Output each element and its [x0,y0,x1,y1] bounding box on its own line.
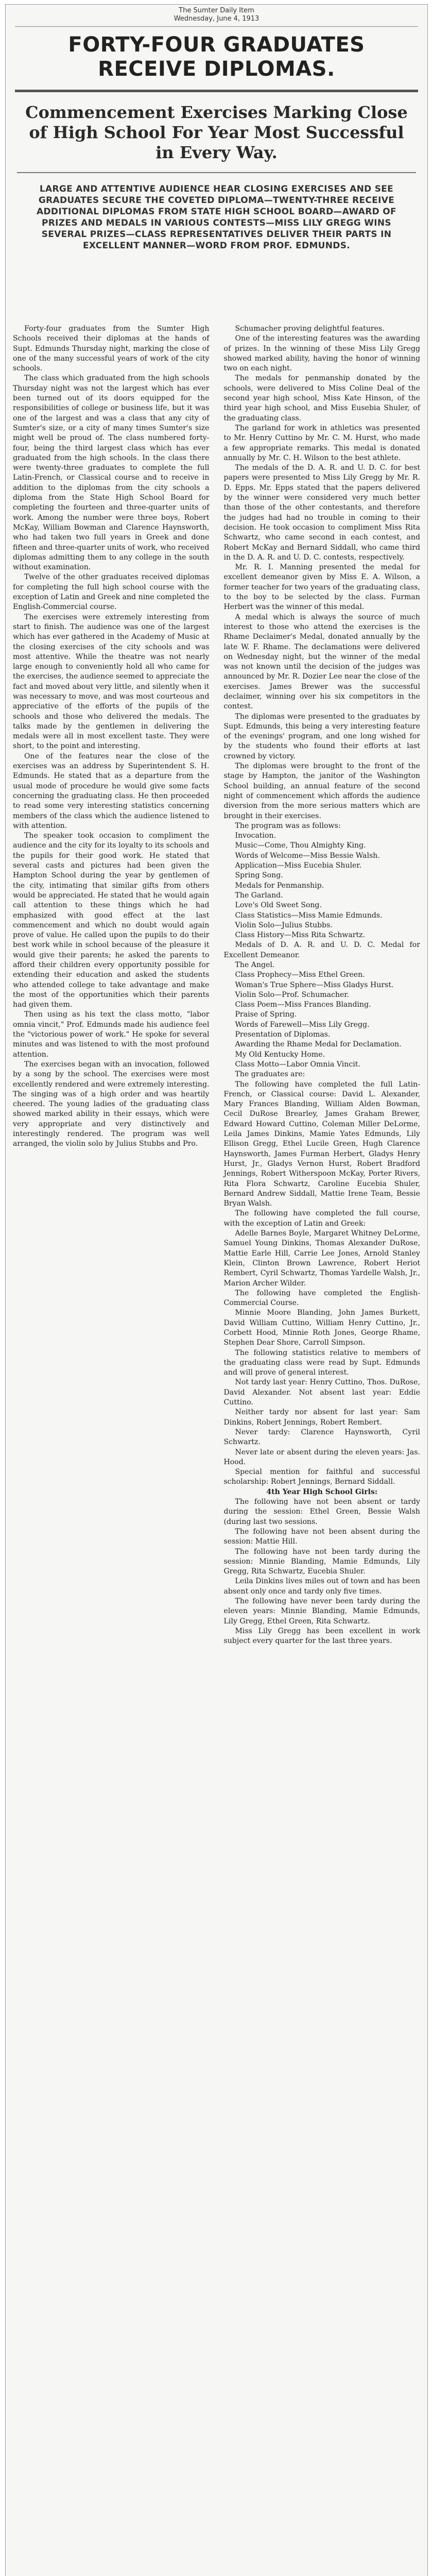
article-paragraph: Invocation. [235,832,276,840]
masthead-rule [15,26,418,27]
article-paragraph: Love's Old Sweet Song. [235,901,322,910]
article-paragraph: Medals for Penmanship. [235,881,324,890]
article-paragraph: The medals for penmanship donated by the schools, were delivered to Miss Coline Deal of the second year high school, Miss Kate Hinson, of the third year high school, and Miss Eusebia Shuler, of the graduating class. [223,374,420,422]
article-paragraph: The garland for work in athletics was presented to Mr. Henry Cuttino by Mr. C. M. Hurst, who made a few appropriate remarks. This medal is donated annually by Mr. C. H. Wilson to the best athlete. [223,423,420,462]
article-paragraph: The following have not been absent during the session: Mattie Hill. [223,1527,420,1546]
article-paragraph: Class Prophecy—Miss Ethel Green. [235,971,365,979]
article-subheadline: Commencement Exercises Marking Close of High School For Year Most Successful in Every Way. [25,103,408,162]
column-left [13,324,210,2576]
article-paragraph: Not tardy last year: Henry Cuttino, Thos. DuRose, David Alexander. Not absent last year: Eddie Cuttino. [223,1378,420,1407]
masthead [6,5,427,23]
article-paragraph: Then using as his text the class motto, "labor omnia vincit," Prof. Edmunds made his audience feel the "victorious power of work." He spoke for several minutes and was listened to with the most profound attention. [13,1010,210,1059]
article-paragraph: The diplomas were brought to the front of the stage by Hampton, the janitor of the Washington School building, an annual feature of the second night of commencement which affords the audience diversion from the more serious matters which are brought in their exercises. [223,762,420,820]
article-paragraph: Awarding the Rhame Medal for Declamation. [235,1040,402,1049]
article-paragraph: Adelle Barnes Boyle, Margaret Whitney DeLorme, Samuel Young Dinkins, Thomas Alexander DuRose, Mattie Earle Hill, Carrie Lee Jones, Arnold Stanley Klein, Clinton Brown Lawrence, Robert Heriot Rembert, Cyril Schwartz, Thomas Yardelle Walsh, Jr., Marion Archer Wilder. [223,1229,420,1287]
publication-date: Wednesday, June 4, 1913 [174,15,259,23]
article-paragraph: The graduates are: [235,1070,305,1079]
article-paragraph: Praise of Spring. [235,1010,297,1019]
article-paragraph: The following have completed the full Latin-French, or Classical course: David L. Alexander, Mary Frances Blanding, William Alden Bowman, Cecil DuRose Brearley, James Graham Brewer, Edward Howard Cuttino, Coleman Miller DeLorme, Leila James Dinkins, Mamie Yates Edmunds, Lily Ellison Gregg, Ethel Lucile Green, Hugh Clarence Haynsworth, James Furman Herbert, Gladys Henry Hurst, Jr., Gladys Vernon Hurst, Robert Bradford Jennings, Robert Witherspoon McKay, Porter Rivers, Rita Flora Schwartz, Caroline Eucebia Shuler, Bernard Andrew Siddall, Mattie Irene Team, Bessie Bryan Walsh. [223,1080,420,1208]
article-paragraph: Never tardy: Clarence Haynsworth, Cyril Schwartz. [223,1428,420,1447]
article-paragraph: Mr. R. I. Manning presented the medal for excellent demeanor given by Miss E. A. Wilson, a former teacher for two years of the graduating class, to the boy to be selected by the class. Furman Herbert was the winner of this medal. [223,563,420,612]
article-paragraph: Medals of D. A. R. and U. D. C. Medal for Excellent Demeanor. [223,941,420,959]
article-paragraph: The following have not been tardy during the session: Minnie Blanding, Mamie Edmunds, Lily Gregg, Rita Schwartz, Eucebia Shuler. [223,1547,420,1576]
article-paragraph: Forty-four graduates from the Sumter High Schools received their diplomas at the hands of Supt. Edmunds Thursday night, marking the close of one of the many successful years of work of the city schools. [13,325,210,373]
article-paragraph: Minnie Moore Blanding, John James Burkett, David William Cuttino, William Henry Cuttino, Jr., Corbett Hood, Minnie Roth Jones, George Rhame, Stephen Dear Shore, Carroll Simpson. [223,1309,420,1347]
article-paragraph: My Old Kentucky Home. [235,1050,325,1059]
article-paragraph: The following statistics relative to members of the graduating class were read by Supt. Edmunds and will prove of general interest. [223,1348,420,1377]
article-paragraph: A medal which is always the source of much interest to those who attend the exercises is the Rhame Declaimer's Medal, donated annually by the late W. F. Rhame. The declamations were delivered on Wednesday night, but the winner of the medal was not known until the decision of the judges was announced by Mr. R. Dozier Lee near the close of the exercises. James Brewer was the successful declaimer, winning over his six competitors in the contest. [223,613,420,711]
article-paragraph: Schumacher proving delightful features. [235,325,385,333]
article-paragraph: Woman's True Sphere—Miss Gladys Hurst. [235,980,394,989]
article-paragraph: Miss Lily Gregg has been excellent in work subject every quarter for the last three years. [223,1626,420,1646]
article-paragraph: Class Motto—Labor Omnia Vincit. [235,1060,360,1069]
article-paragraph: Neither tardy nor absent for last year: Sam Dinkins, Robert Jennings, Robert Rembert. [223,1408,420,1427]
article-paragraph: Class Poem—Miss Frances Blanding. [235,1001,371,1009]
article-paragraph: Words of Farewell—Miss Lily Gregg. [235,1020,370,1029]
article-paragraph: Class History—Miss Rita Schwartz. [235,931,366,940]
article-paragraph: Music—Come, Thou Almighty King. [235,841,366,850]
subheadline-rule [17,172,416,173]
article-paragraph: Violin Solo—Julius Stubbs. [235,921,333,929]
article-paragraph: Twelve of the other graduates received diplomas for completing the full high school course with the exception of Latin and Greek and nine completed the English-Commercial course. [13,573,210,612]
article-paragraph: Words of Welcome—Miss Bessie Walsh. [235,851,380,860]
article-paragraph: Special mention for faithful and successful scholarship: Robert Jennings, Bernard Siddall. [223,1468,420,1486]
article-paragraph: The exercises were extremely interesting from start to finish. The audience was one of the largest which has ever gathered in the Academy of Music at the closing exercises of the city schools and was most attentive. While the theatre was not nearly large enough to conveniently hold all who came for the exercises, the audience seemed to appreciate the fact and moved about very little, and silently when it was necessary to move, and was most courteous and appreciative of the efforts of the pupils of the schools and those who delivered the medals. The talks made by the gentlemen in delivering the medals were all in most excellent taste. They were short, to the point and interesting. [13,613,210,751]
article-paragraph: The Angel. [235,961,275,969]
article-paragraph: The following have completed the English-Commercial Course. [223,1289,420,1308]
article-deck: LARGE AND ATTENTIVE AUDIENCE HEAR CLOSING EXERCISES AND SEE GRADUATES SECURE THE COVETED DIPLOMA—TWENTY-THREE RECEIVE ADDITIONAL DIPLOMAS FROM STATE HIGH SCHOOL BOARD—AWARD OF PRIZES AND MEDALS IN VARIOUS CONTESTS—MISS LILY GREGG WINS SEVERAL PRIZES—CLASS REPRESENTATIVES DELIVER THEIR PARTS IN EXCELLENT MANNER—WORD FROM PROF. EDMUNDS. [37,184,396,251]
article-paragraph: One of the features near the close of the exercises was an address by Superintendent S. H. Edmunds. He stated that as a departure from the usual mode of procedure he would give some facts concerning the graduating class. He then proceeded to read some very interesting statistics concerning members of the class which the audience listened to with attention. [13,752,210,830]
article-paragraph: One of the interesting features was the awarding of prizes. In the winning of these Miss Lily Gregg showed marked ability, having the honor of winning two on each night. [223,334,420,373]
article-paragraph: Class Statistics—Miss Mamie Edmunds. [235,911,383,920]
article-paragraph: Leila Dinkins lives miles out of town and has been absent only once and tardy only five times. [223,1577,420,1596]
article-paragraph: Violin Solo—Prof. Schumacher. [235,990,350,999]
article-paragraph: The medals of the D. A. R. and U. D. C. for best papers were presented to Miss Lily Gregg by Mr. R. D. Epps. Mr. Epps stated that the papers delivered by the winner were considered very much better than those of the other contestants, and therefore the judges had had no trouble in coming to their decision. He took occasion to compliment Miss Rita Schwartz, who came second in each contest, and Robert McKay and Bernard Siddall, who came third in the D. A. R. and U. D. C. contests, respectively. [223,464,420,562]
article-paragraph: The exercises began with an invocation, followed by a song by the school. The exercises were most excellently rendered and were extremely interesting. The singing was of a high order and was heartily cheered. The young ladies of the graduating class showed marked ability in their essays, which were very appropriate and very distinctively and interestingly rendered. The program was well arranged, the violin solo by Julius Stubbs and Pro. [13,1060,210,1148]
article-paragraph: Presentation of Diplomas. [235,1030,331,1039]
article-paragraph: Never late or absent during the eleven years: Jas. Hood. [223,1448,420,1466]
article-paragraph: The Garland. [235,891,283,900]
newspaper-clipping [5,4,428,2576]
article-headline: FORTY-FOUR GRADUATES RECEIVE DIPLOMAS. [68,33,365,81]
newspaper-name: The Sumter Daily Item [179,7,254,14]
article-paragraph: The program was as follows: [235,821,341,830]
article-paragraph: The speaker took occasion to compliment the audience and the city for its loyalty to its schools and the pupils for their good work. He stated that several casts and pictures had been given the Hampton School during the year by gentlemen of the city, intimating that similar gifts from others would be appreciated. He stated that he would again call attention to these things which he had emphasized with good effect at the last commencement and which no doubt would again prove of value. He called upon the pupils to do their best work while in school because of the pleasure it would give their parents; he asked the parents to afford their children every opportunity possible for extending their education and asked the students who attended college to take advantage and make the most of the opportunities which their parents had given them. [13,832,210,1009]
article-body [13,324,420,2576]
article-paragraph: The following have not been absent or tardy during the session: Ethel Green, Bessie Walsh (during last two sessions. [223,1498,420,1526]
article-paragraph: The class which graduated from the high schools Thursday night was not the largest which has ever been turned out of its doors equipped for the responsibilities of college or business life, but it was one of the largest and was a class that any city of Sumter's size, or a city of many times Sumter's size might well be proud of. The class numbered forty-four, being the third largest class which has ever graduated from the high schools. In the class there were twenty-three graduates to complete the full Latin-French, or Classical course and to receive in addition to the diplomas from the city schools a diploma from the State High School Board for completing the fourteen and three-quarter units of work. Among the number were three boys, Robert McKay, William Bowman and Clarence Haynsworth, who had taken two full years in Greek and done fifteen and three-quarter units of work, who received diplomas admitting them to any college in the south without examination. [13,374,210,572]
article-paragraph: Spring Song. [235,871,283,880]
column-right [224,324,421,2576]
article-paragraph: The following have completed the full course, with the exception of Latin and Greek: [223,1209,420,1228]
article-paragraph: The diplomas were presented to the graduates by Supt. Edmunds, this being a very interesting feature of the evenings' program, and one long wished for by the students who found their efforts at last crowned by victory. [223,712,420,760]
article-paragraph: Application—Miss Eucebia Shuler. [235,861,362,870]
headline-rule [15,90,418,92]
article-paragraph: The following have never been tardy during the eleven years: Minnie Blanding, Mamie Edmunds, Lily Gregg, Ethel Green, Rita Schwartz. [223,1597,420,1625]
section-heading: 4th Year High School Girls: [266,1487,378,1496]
